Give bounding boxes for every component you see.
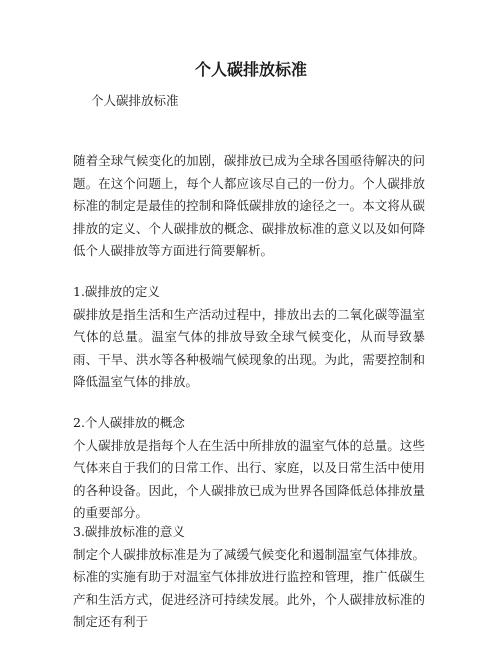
section-concept (73, 412, 425, 525)
section-heading: 2.个人碳排放的概念 (73, 415, 185, 430)
section-heading: 3.碳排放标准的意义 (73, 524, 185, 539)
document-subtitle: 个人碳排放标准 (91, 93, 179, 108)
section-body: 个人碳排放是指每个人在生活中所排放的温室气体的总量。这些气体来自于我们的日常工作、出行、家庭，以及日常生活中使用的各种设备。因此，个人碳排放已成为世界各国降低总体排放量的重要部分。 (73, 437, 425, 520)
section-body: 碳排放是指生活和生产活动过程中，排放出去的二氧化碳等温室气体的总量。温室气体的排放导致全球气候变化，从而导致暴雨、干旱、洪水等各种极端气候现象的出现。为此，需要控制和降低温室气体的排放。 (73, 306, 425, 389)
intro-paragraph (73, 150, 425, 263)
section-definition (73, 281, 425, 394)
document-title: 个人碳排放标准 (194, 60, 307, 79)
section-significance (73, 521, 425, 634)
section-heading: 1.碳排放的定义 (73, 284, 160, 299)
intro-text: 随着全球气候变化的加剧，碳排放已成为全球各国亟待解决的问题。在这个问题上，每个人都应该尽自己的一份力。个人碳排放标准的制定是最佳的控制和降低碳排放的途径之一。本文将从碳排放的定义、个人碳排放的概念、碳排放标准的意义以及如何降低个人碳排放等方面进行简要解析。 (73, 153, 425, 258)
section-body: 制定个人碳排放标准是为了减缓气候变化和遏制温室气体排放。标准的实施有助于对温室气体排放进行监控和管理，推广低碳生产和生活方式，促进经济可持续发展。此外，个人碳排放标准的制定还有利于 (73, 546, 425, 629)
